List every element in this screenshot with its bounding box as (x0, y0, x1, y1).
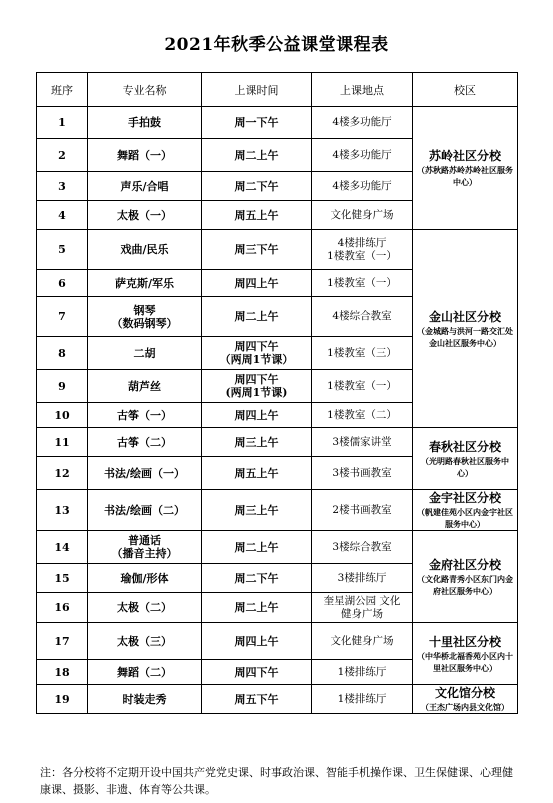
campus-cell (413, 490, 518, 531)
time-cell: 周三上午 (202, 490, 312, 531)
major-cell: 钢琴 （数码钢琴） (88, 297, 202, 337)
class-no-cell: 1 (37, 107, 88, 139)
class-no-cell: 9 (37, 370, 88, 403)
time-cell: 周三上午 (202, 428, 312, 457)
time-cell: 周二上午 (202, 139, 312, 172)
header-location: 上课地点 (312, 73, 413, 107)
campus-cell (413, 685, 518, 714)
header-time: 上课时间 (202, 73, 312, 107)
table-header-row (37, 73, 518, 107)
major-cell: 声乐/合唱 (88, 172, 202, 201)
major-cell: 舞蹈（一） (88, 139, 202, 172)
time-cell: 周五上午 (202, 201, 312, 230)
campus-name: 金山社区分校 (428, 309, 501, 324)
location-cell: 2楼书画教室 (312, 490, 413, 531)
table-row (37, 107, 518, 139)
major-cell: 瑜伽/形体 (88, 564, 202, 593)
header-major: 专业名称 (88, 73, 202, 107)
time-cell: 周二下午 (202, 172, 312, 201)
location-cell: 4楼综合教室 (312, 297, 413, 337)
campus-address: （金城路与洪河一路交汇处金山社区服务中心） (417, 325, 513, 348)
campus-address: （苏秋路苏岭苏岭社区服务中心） (417, 165, 513, 187)
campus-name: 文化馆分校 (434, 686, 495, 700)
major-cell: 太极（一） (88, 201, 202, 230)
time-cell: 周五上午 (202, 457, 312, 490)
campus-address: （中华桥北福香苑小区内十里社区服务中心） (417, 650, 513, 673)
time-cell: 周三下午 (202, 230, 312, 270)
header-campus: 校区 (413, 73, 518, 107)
time-cell: 周一下午 (202, 107, 312, 139)
footnote: 注：各分校将不定期开设中国共产党党史课、时事政治课、智能手机操作课、卫生保健课、心理健康课、摄影、非遗、体育等公共课。 (40, 766, 513, 796)
class-no-cell: 8 (37, 337, 88, 370)
major-cell: 二胡 (88, 337, 202, 370)
campus-cell (413, 230, 518, 428)
class-no-cell: 5 (37, 230, 88, 270)
page-title: 2021年秋季公益课堂课程表 (164, 35, 389, 55)
major-cell: 葫芦丝 (88, 370, 202, 403)
time-cell: 周四下午 (两周1节课) (202, 370, 312, 403)
campus-name: 苏岭社区分校 (428, 149, 501, 163)
location-cell: 4楼排练厅 1楼教室（一） (312, 230, 413, 270)
location-cell: 3楼排练厅 (312, 564, 413, 593)
location-cell: 4楼多功能厅 (312, 139, 413, 172)
class-no-cell: 12 (37, 457, 88, 490)
location-cell: 1楼排练厅 (312, 685, 413, 714)
location-cell: 4楼多功能厅 (312, 107, 413, 139)
campus-cell (413, 623, 518, 685)
location-cell: 3楼综合教室 (312, 531, 413, 564)
time-cell: 周四上午 (202, 270, 312, 297)
location-cell: 1楼教室（一） (312, 270, 413, 297)
campus-name: 金宇社区分校 (428, 491, 501, 505)
location-cell: 1楼教室（三） (312, 337, 413, 370)
major-cell: 萨克斯/军乐 (88, 270, 202, 297)
time-cell: 周二上午 (202, 593, 312, 623)
class-no-cell: 19 (37, 685, 88, 714)
location-cell: 奎星湖公园 文化 健身广场 (312, 593, 413, 623)
class-no-cell: 18 (37, 660, 88, 685)
class-no-cell: 11 (37, 428, 88, 457)
time-cell: 周四上午 (202, 623, 312, 660)
class-no-cell: 13 (37, 490, 88, 531)
campus-address: （文化路青秀小区东门内金府社区服务中心） (417, 573, 513, 596)
time-cell: 周五下午 (202, 685, 312, 714)
campus-address: （帆建佳苑小区内金宇社区服务中心） (417, 507, 513, 529)
major-cell: 时装走秀 (88, 685, 202, 714)
location-cell: 文化健身广场 (312, 201, 413, 230)
header-class-no: 班序 (37, 73, 88, 107)
time-cell: 周二上午 (202, 297, 312, 337)
campus-cell (413, 531, 518, 623)
time-cell: 周四下午 （两周1节课） (202, 337, 312, 370)
table-row (37, 685, 518, 714)
class-no-cell: 15 (37, 564, 88, 593)
location-cell: 4楼多功能厅 (312, 172, 413, 201)
class-no-cell: 17 (37, 623, 88, 660)
campus-name: 春秋社区分校 (428, 439, 501, 454)
class-no-cell: 16 (37, 593, 88, 623)
schedule-table (36, 72, 518, 714)
location-cell: 1楼排练厅 (312, 660, 413, 685)
campus-cell (413, 428, 518, 490)
major-cell: 手拍鼓 (88, 107, 202, 139)
time-cell: 周二下午 (202, 564, 312, 593)
major-cell: 太极（三） (88, 623, 202, 660)
time-cell: 周四下午 (202, 660, 312, 685)
location-cell: 文化健身广场 (312, 623, 413, 660)
table-body (37, 107, 518, 714)
campus-address: （光明路春秋社区服务中心） (421, 455, 509, 478)
campus-address: （王杰广场内县文化馆） (421, 702, 509, 712)
location-cell: 3楼书画教室 (312, 457, 413, 490)
table-row (37, 490, 518, 531)
table-row (37, 230, 518, 270)
table-row (37, 428, 518, 457)
location-cell: 1楼教室（二） (312, 403, 413, 428)
major-cell: 舞蹈（二） (88, 660, 202, 685)
class-no-cell: 3 (37, 172, 88, 201)
class-no-cell: 10 (37, 403, 88, 428)
major-cell: 古筝（二） (88, 428, 202, 457)
campus-name: 金府社区分校 (428, 557, 501, 572)
class-no-cell: 6 (37, 270, 88, 297)
class-no-cell: 14 (37, 531, 88, 564)
major-cell: 古筝（一） (88, 403, 202, 428)
campus-cell (413, 107, 518, 230)
time-cell: 周二上午 (202, 531, 312, 564)
time-cell: 周四上午 (202, 403, 312, 428)
major-cell: 戏曲/民乐 (88, 230, 202, 270)
table-row (37, 531, 518, 564)
campus-name: 十里社区分校 (428, 634, 501, 649)
major-cell: 普通话 （播音主持） (88, 531, 202, 564)
major-cell: 书法/绘画（二） (88, 490, 202, 531)
location-cell: 3楼儒家讲堂 (312, 428, 413, 457)
class-no-cell: 2 (37, 139, 88, 172)
table-row (37, 623, 518, 660)
major-cell: 书法/绘画（一） (88, 457, 202, 490)
class-no-cell: 4 (37, 201, 88, 230)
location-cell: 1楼教室（一） (312, 370, 413, 403)
major-cell: 太极（二） (88, 593, 202, 623)
class-no-cell: 7 (37, 297, 88, 337)
